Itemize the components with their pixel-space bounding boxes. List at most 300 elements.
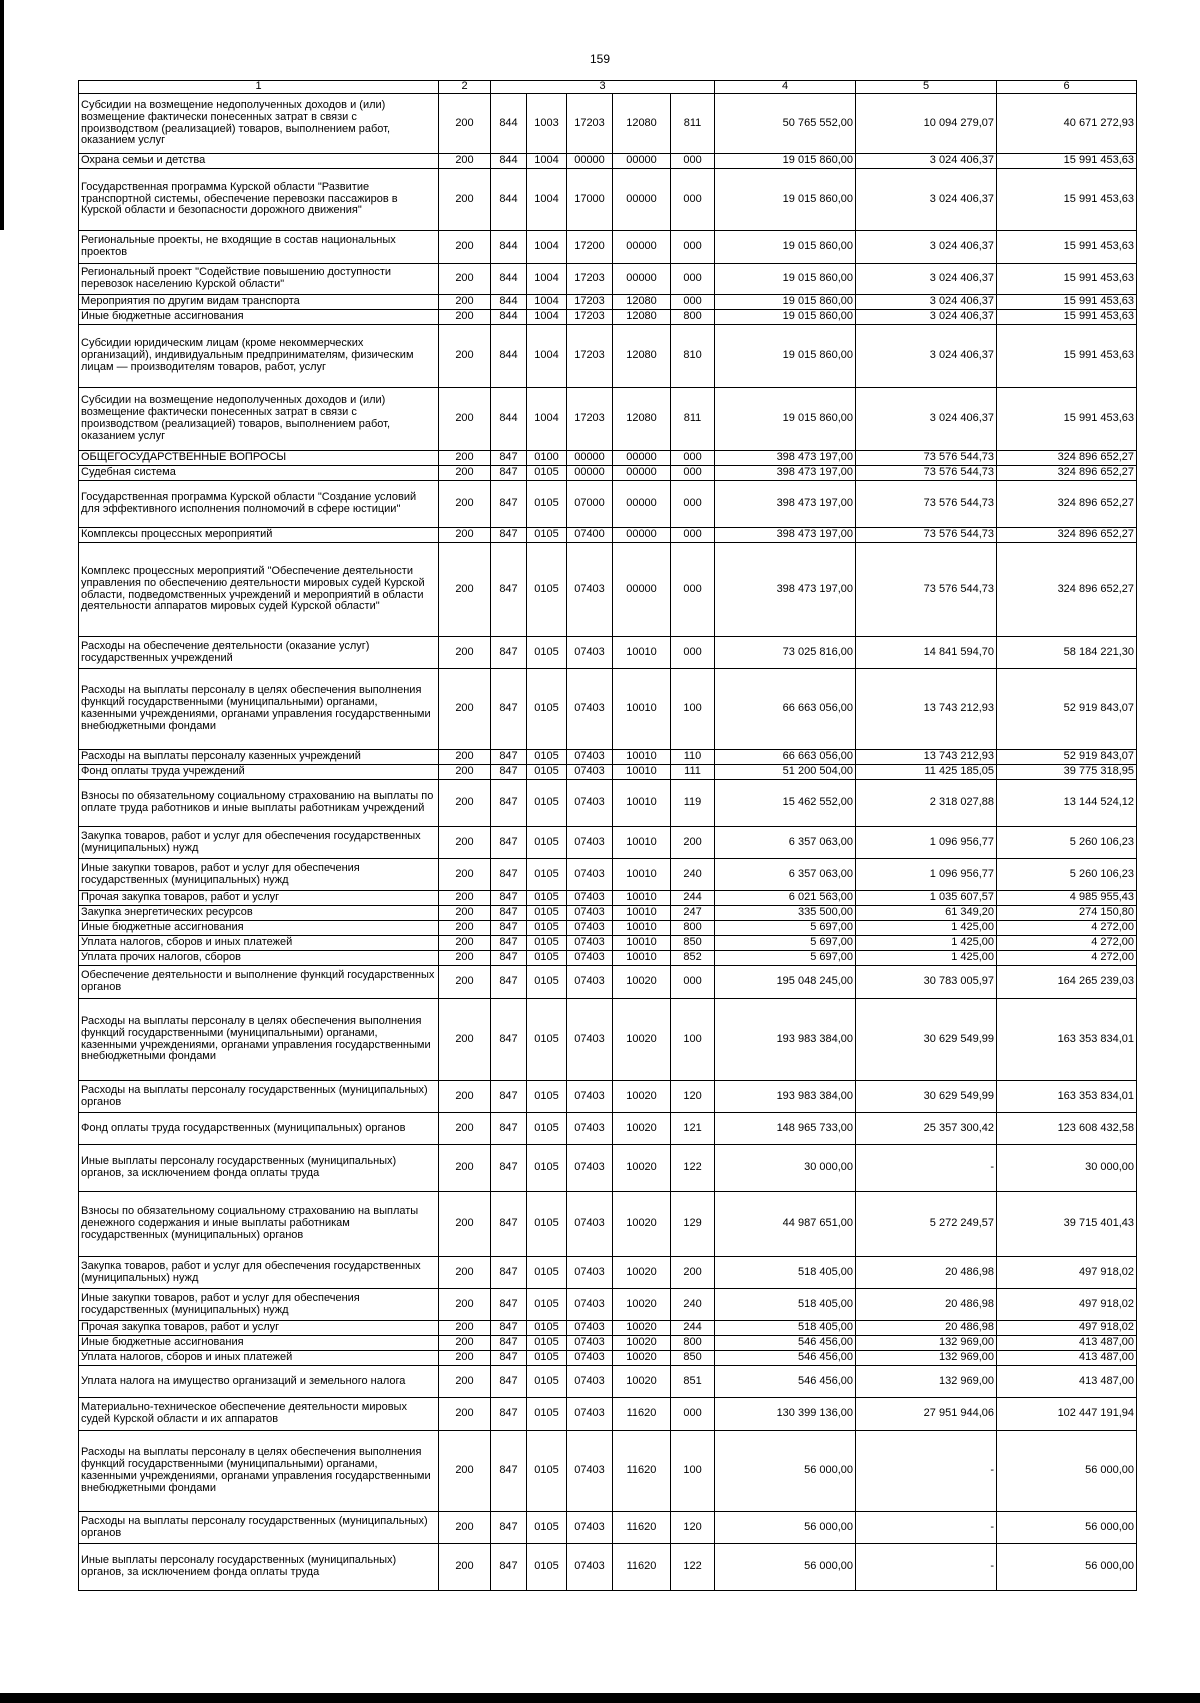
- code-ministry: 847: [491, 466, 527, 481]
- code-line: 200: [439, 1336, 491, 1351]
- table-row: [79, 951, 1137, 966]
- code-direction: 10010: [613, 750, 671, 765]
- code-ministry: 847: [491, 827, 527, 859]
- table-row: [79, 169, 1137, 231]
- code-line: 200: [439, 1081, 491, 1113]
- amount-executed: 3 024 406,37: [856, 295, 997, 310]
- amount-approved: 398 473 197,00: [715, 528, 856, 543]
- code-line: 200: [439, 310, 491, 325]
- row-name: Иные выплаты персоналу государственных (муниципальных) органов, за исключением фонда оплаты труда: [79, 1145, 439, 1192]
- amount-executed: 13 743 212,93: [856, 750, 997, 765]
- code-program: 17203: [567, 310, 613, 325]
- code-section: 1004: [527, 169, 567, 231]
- code-expense-type: 851: [671, 1366, 715, 1398]
- amount-remaining: 15 991 453,63: [997, 264, 1137, 295]
- table-row: [79, 827, 1137, 859]
- code-program: 07403: [567, 1257, 613, 1289]
- column-numbers-row: [79, 81, 1137, 94]
- row-name: Расходы на выплаты персоналу государственных (муниципальных) органов: [79, 1512, 439, 1544]
- amount-executed: 3 024 406,37: [856, 310, 997, 325]
- code-section: 0105: [527, 466, 567, 481]
- code-direction: 10010: [613, 951, 671, 966]
- table-row: [79, 1192, 1137, 1257]
- table-row: [79, 325, 1137, 388]
- code-section: 0105: [527, 1257, 567, 1289]
- row-name: Расходы на обеспечение деятельности (оказание услуг) государственных учреждений: [79, 637, 439, 669]
- amount-remaining: 324 896 652,27: [997, 528, 1137, 543]
- code-program: 07403: [567, 780, 613, 827]
- code-line: 200: [439, 264, 491, 295]
- row-name: Субсидии на возмещение недополученных доходов и (или) возмещение фактически понесенных затрат в связи с производством (реализацией) товаров, выполнением работ, оказанием услуг: [79, 94, 439, 154]
- amount-remaining: 163 353 834,01: [997, 999, 1137, 1081]
- code-expense-type: 811: [671, 388, 715, 451]
- amount-remaining: 15 991 453,63: [997, 231, 1137, 264]
- amount-remaining: 30 000,00: [997, 1145, 1137, 1192]
- code-direction: 10020: [613, 1366, 671, 1398]
- code-ministry: 847: [491, 780, 527, 827]
- code-line: 200: [439, 637, 491, 669]
- code-section: 1004: [527, 231, 567, 264]
- code-ministry: 847: [491, 999, 527, 1081]
- amount-approved: 398 473 197,00: [715, 543, 856, 637]
- code-direction: 00000: [613, 481, 671, 528]
- table-row: [79, 936, 1137, 951]
- code-section: 1004: [527, 264, 567, 295]
- code-ministry: 844: [491, 94, 527, 154]
- code-direction: 10020: [613, 1081, 671, 1113]
- code-direction: 11620: [613, 1431, 671, 1512]
- table-row: [79, 859, 1137, 891]
- row-name: Иные выплаты персоналу государственных (муниципальных) органов, за исключением фонда оплаты труда: [79, 1544, 439, 1591]
- code-section: 0105: [527, 669, 567, 750]
- amount-approved: 5 697,00: [715, 936, 856, 951]
- amount-executed: 30 629 549,99: [856, 1081, 997, 1113]
- code-ministry: 847: [491, 1398, 527, 1431]
- amount-approved: 50 765 552,00: [715, 94, 856, 154]
- amount-executed: 13 743 212,93: [856, 669, 997, 750]
- amount-executed: 73 576 544,73: [856, 466, 997, 481]
- code-line: 200: [439, 1512, 491, 1544]
- amount-remaining: 58 184 221,30: [997, 637, 1137, 669]
- amount-approved: 30 000,00: [715, 1145, 856, 1192]
- code-program: 07403: [567, 765, 613, 780]
- table-row: [79, 451, 1137, 466]
- code-program: 17000: [567, 169, 613, 231]
- code-expense-type: 200: [671, 1257, 715, 1289]
- amount-executed: 3 024 406,37: [856, 264, 997, 295]
- row-name: Расходы на выплаты персоналу в целях обеспечения выполнения функций государственными (муниципальными) органами, казенными учреждениями, органами управления государственными внебюджетными фондами: [79, 1431, 439, 1512]
- code-section: 0105: [527, 1289, 567, 1321]
- code-section: 0105: [527, 637, 567, 669]
- code-line: 200: [439, 1366, 491, 1398]
- table-row: [79, 231, 1137, 264]
- amount-executed: -: [856, 1431, 997, 1512]
- code-section: 0105: [527, 1081, 567, 1113]
- code-ministry: 847: [491, 966, 527, 999]
- code-expense-type: 129: [671, 1192, 715, 1257]
- amount-approved: 398 473 197,00: [715, 466, 856, 481]
- amount-approved: 195 048 245,00: [715, 966, 856, 999]
- code-section: 0105: [527, 966, 567, 999]
- amount-executed: 20 486,98: [856, 1321, 997, 1336]
- amount-executed: 132 969,00: [856, 1336, 997, 1351]
- row-name: Расходы на выплаты персоналу государственных (муниципальных) органов: [79, 1081, 439, 1113]
- code-direction: 10010: [613, 780, 671, 827]
- code-ministry: 847: [491, 765, 527, 780]
- code-line: 200: [439, 1257, 491, 1289]
- column-number: 2: [439, 81, 491, 94]
- code-direction: 10010: [613, 827, 671, 859]
- amount-remaining: 497 918,02: [997, 1321, 1137, 1336]
- row-name: Закупка энергетических ресурсов: [79, 906, 439, 921]
- code-line: 200: [439, 1192, 491, 1257]
- code-ministry: 847: [491, 669, 527, 750]
- row-name: Иные закупки товаров, работ и услуг для обеспечения государственных (муниципальных) нужд: [79, 859, 439, 891]
- amount-remaining: 40 671 272,93: [997, 94, 1137, 154]
- code-line: 200: [439, 94, 491, 154]
- code-line: 200: [439, 669, 491, 750]
- amount-executed: 3 024 406,37: [856, 388, 997, 451]
- table-row: [79, 999, 1137, 1081]
- amount-approved: 19 015 860,00: [715, 169, 856, 231]
- code-direction: 10020: [613, 999, 671, 1081]
- code-line: 200: [439, 1113, 491, 1145]
- amount-approved: 56 000,00: [715, 1544, 856, 1591]
- amount-remaining: 4 272,00: [997, 921, 1137, 936]
- code-expense-type: 240: [671, 859, 715, 891]
- amount-remaining: 497 918,02: [997, 1289, 1137, 1321]
- code-program: 17203: [567, 388, 613, 451]
- table-row: [79, 1257, 1137, 1289]
- code-expense-type: 000: [671, 295, 715, 310]
- amount-approved: 19 015 860,00: [715, 310, 856, 325]
- table-row: [79, 94, 1137, 154]
- table-row: [79, 765, 1137, 780]
- row-name: Судебная система: [79, 466, 439, 481]
- row-name: Взносы по обязательному социальному страхованию на выплаты денежного содержания и иные выплаты работникам государственных (муниципальных) органов: [79, 1192, 439, 1257]
- table-row: [79, 750, 1137, 765]
- amount-remaining: 163 353 834,01: [997, 1081, 1137, 1113]
- row-name: Иные бюджетные ассигнования: [79, 921, 439, 936]
- amount-executed: 132 969,00: [856, 1366, 997, 1398]
- code-line: 200: [439, 325, 491, 388]
- code-ministry: 847: [491, 1366, 527, 1398]
- amount-approved: 193 983 384,00: [715, 999, 856, 1081]
- table-row: [79, 310, 1137, 325]
- amount-executed: 3 024 406,37: [856, 154, 997, 169]
- code-section: 0105: [527, 750, 567, 765]
- budget-table: [78, 80, 1137, 1591]
- amount-approved: 335 500,00: [715, 906, 856, 921]
- code-section: 0105: [527, 1431, 567, 1512]
- code-line: 200: [439, 951, 491, 966]
- code-expense-type: 000: [671, 264, 715, 295]
- code-ministry: 844: [491, 325, 527, 388]
- code-direction: 10010: [613, 906, 671, 921]
- row-name: Иные бюджетные ассигнования: [79, 310, 439, 325]
- row-name: Региональные проекты, не входящие в состав национальных проектов: [79, 231, 439, 264]
- code-program: 07403: [567, 1544, 613, 1591]
- code-program: 07403: [567, 921, 613, 936]
- code-section: 0105: [527, 1351, 567, 1366]
- code-expense-type: 100: [671, 669, 715, 750]
- amount-remaining: 5 260 106,23: [997, 859, 1137, 891]
- code-line: 200: [439, 859, 491, 891]
- code-direction: 10020: [613, 1321, 671, 1336]
- code-ministry: 847: [491, 1351, 527, 1366]
- amount-remaining: 324 896 652,27: [997, 481, 1137, 528]
- code-ministry: 847: [491, 936, 527, 951]
- amount-executed: 10 094 279,07: [856, 94, 997, 154]
- code-program: 07403: [567, 750, 613, 765]
- table-row: [79, 154, 1137, 169]
- code-line: 200: [439, 750, 491, 765]
- code-line: 200: [439, 231, 491, 264]
- amount-remaining: 274 150,80: [997, 906, 1137, 921]
- code-expense-type: 120: [671, 1081, 715, 1113]
- code-section: 0105: [527, 951, 567, 966]
- row-name: Региональный проект "Содействие повышению доступности перевозок населению Курской области": [79, 264, 439, 295]
- code-program: 07403: [567, 1512, 613, 1544]
- code-program: 07403: [567, 1145, 613, 1192]
- code-ministry: 844: [491, 295, 527, 310]
- row-name: Уплата налога на имущество организаций и земельного налога: [79, 1366, 439, 1398]
- amount-executed: 25 357 300,42: [856, 1113, 997, 1145]
- code-expense-type: 852: [671, 951, 715, 966]
- code-direction: 10010: [613, 669, 671, 750]
- code-program: 07403: [567, 936, 613, 951]
- amount-approved: 19 015 860,00: [715, 325, 856, 388]
- code-expense-type: 000: [671, 466, 715, 481]
- code-direction: 10020: [613, 1113, 671, 1145]
- code-direction: 00000: [613, 154, 671, 169]
- amount-remaining: 324 896 652,27: [997, 451, 1137, 466]
- amount-executed: 30 629 549,99: [856, 999, 997, 1081]
- code-ministry: 847: [491, 859, 527, 891]
- code-direction: 10020: [613, 1145, 671, 1192]
- code-ministry: 844: [491, 154, 527, 169]
- amount-approved: 398 473 197,00: [715, 481, 856, 528]
- code-expense-type: 800: [671, 310, 715, 325]
- code-direction: 00000: [613, 169, 671, 231]
- amount-approved: 518 405,00: [715, 1321, 856, 1336]
- code-direction: 00000: [613, 451, 671, 466]
- code-expense-type: 200: [671, 827, 715, 859]
- code-program: 07403: [567, 891, 613, 906]
- table-row: [79, 543, 1137, 637]
- amount-executed: 61 349,20: [856, 906, 997, 921]
- code-expense-type: 244: [671, 891, 715, 906]
- code-program: 00000: [567, 154, 613, 169]
- amount-remaining: 497 918,02: [997, 1257, 1137, 1289]
- code-expense-type: 110: [671, 750, 715, 765]
- amount-approved: 6 357 063,00: [715, 859, 856, 891]
- code-program: 17203: [567, 325, 613, 388]
- code-ministry: 847: [491, 1544, 527, 1591]
- code-ministry: 847: [491, 528, 527, 543]
- code-line: 200: [439, 966, 491, 999]
- row-name: Закупка товаров, работ и услуг для обеспечения государственных (муниципальных) нужд: [79, 1257, 439, 1289]
- code-direction: 10010: [613, 891, 671, 906]
- amount-executed: 1 425,00: [856, 921, 997, 936]
- code-ministry: 847: [491, 543, 527, 637]
- code-section: 0105: [527, 1113, 567, 1145]
- code-direction: 00000: [613, 528, 671, 543]
- code-section: 0105: [527, 1192, 567, 1257]
- row-name: Комплекс процессных мероприятий "Обеспечение деятельности управления по обеспечению деятельности мировых судей Курской области, подведомственных учреждений и мероприятий в области деятельности аппаратов мировых судей Курской области": [79, 543, 439, 637]
- code-expense-type: 122: [671, 1145, 715, 1192]
- amount-remaining: 15 991 453,63: [997, 388, 1137, 451]
- table-row: [79, 669, 1137, 750]
- code-line: 200: [439, 780, 491, 827]
- amount-executed: 1 425,00: [856, 951, 997, 966]
- table-row: [79, 264, 1137, 295]
- code-expense-type: 000: [671, 1398, 715, 1431]
- amount-approved: 148 965 733,00: [715, 1113, 856, 1145]
- row-name: Материально-техническое обеспечение деятельности мировых судей Курской области и их аппаратов: [79, 1398, 439, 1431]
- amount-approved: 51 200 504,00: [715, 765, 856, 780]
- code-program: 07400: [567, 528, 613, 543]
- amount-executed: 73 576 544,73: [856, 451, 997, 466]
- code-section: 0105: [527, 1366, 567, 1398]
- amount-remaining: 15 991 453,63: [997, 154, 1137, 169]
- code-section: 0105: [527, 936, 567, 951]
- code-program: 07403: [567, 1192, 613, 1257]
- code-expense-type: 000: [671, 231, 715, 264]
- row-name: Прочая закупка товаров, работ и услуг: [79, 891, 439, 906]
- amount-approved: 44 987 651,00: [715, 1192, 856, 1257]
- code-expense-type: 240: [671, 1289, 715, 1321]
- amount-executed: 5 272 249,57: [856, 1192, 997, 1257]
- code-line: 200: [439, 1398, 491, 1431]
- code-program: 07403: [567, 1113, 613, 1145]
- amount-approved: 19 015 860,00: [715, 388, 856, 451]
- amount-remaining: 56 000,00: [997, 1512, 1137, 1544]
- amount-approved: 19 015 860,00: [715, 295, 856, 310]
- amount-remaining: 324 896 652,27: [997, 543, 1137, 637]
- amount-executed: 1 096 956,77: [856, 859, 997, 891]
- amount-approved: 5 697,00: [715, 921, 856, 936]
- amount-remaining: 52 919 843,07: [997, 750, 1137, 765]
- column-number: 6: [997, 81, 1137, 94]
- code-direction: 10010: [613, 936, 671, 951]
- table-row: [79, 1398, 1137, 1431]
- row-name: Субсидии на возмещение недополученных доходов и (или) возмещение фактически понесенных затрат в связи с производством (реализацией) товаров, выполнением работ, оказанием услуг: [79, 388, 439, 451]
- code-direction: 00000: [613, 543, 671, 637]
- code-program: 07403: [567, 906, 613, 921]
- code-program: 07403: [567, 1289, 613, 1321]
- amount-approved: 56 000,00: [715, 1512, 856, 1544]
- column-number: 1: [79, 81, 439, 94]
- code-section: 0105: [527, 780, 567, 827]
- row-name: Фонд оплаты труда государственных (муниципальных) органов: [79, 1113, 439, 1145]
- table-row: [79, 637, 1137, 669]
- table-row: [79, 1351, 1137, 1366]
- table-row: [79, 1366, 1137, 1398]
- code-direction: 12080: [613, 295, 671, 310]
- code-direction: 10020: [613, 966, 671, 999]
- table-row: [79, 1321, 1137, 1336]
- code-line: 200: [439, 1544, 491, 1591]
- code-ministry: 844: [491, 310, 527, 325]
- table-row: [79, 1544, 1137, 1591]
- table-row: [79, 1512, 1137, 1544]
- code-expense-type: 119: [671, 780, 715, 827]
- amount-executed: 20 486,98: [856, 1257, 997, 1289]
- code-expense-type: 100: [671, 999, 715, 1081]
- code-program: 07000: [567, 481, 613, 528]
- code-line: 200: [439, 154, 491, 169]
- row-name: ОБЩЕГОСУДАРСТВЕННЫЕ ВОПРОСЫ: [79, 451, 439, 466]
- amount-remaining: 13 144 524,12: [997, 780, 1137, 827]
- code-ministry: 847: [491, 1081, 527, 1113]
- code-expense-type: 000: [671, 637, 715, 669]
- code-program: 07403: [567, 543, 613, 637]
- amount-remaining: 4 272,00: [997, 936, 1137, 951]
- row-name: Мероприятия по другим видам транспорта: [79, 295, 439, 310]
- code-section: 0105: [527, 1336, 567, 1351]
- table-row: [79, 295, 1137, 310]
- table-row: [79, 1145, 1137, 1192]
- amount-remaining: 5 260 106,23: [997, 827, 1137, 859]
- amount-executed: 11 425 185,05: [856, 765, 997, 780]
- code-section: 1004: [527, 295, 567, 310]
- code-ministry: 844: [491, 231, 527, 264]
- code-program: 07403: [567, 669, 613, 750]
- amount-remaining: 56 000,00: [997, 1544, 1137, 1591]
- code-ministry: 847: [491, 921, 527, 936]
- amount-approved: 5 697,00: [715, 951, 856, 966]
- amount-approved: 6 357 063,00: [715, 827, 856, 859]
- column-number: 4: [715, 81, 856, 94]
- row-name: Уплата налогов, сборов и иных платежей: [79, 1351, 439, 1366]
- code-line: 200: [439, 999, 491, 1081]
- code-ministry: 847: [491, 1321, 527, 1336]
- code-line: 200: [439, 1351, 491, 1366]
- code-program: 07403: [567, 1336, 613, 1351]
- code-ministry: 847: [491, 1431, 527, 1512]
- code-line: 200: [439, 1321, 491, 1336]
- code-line: 200: [439, 891, 491, 906]
- code-ministry: 847: [491, 451, 527, 466]
- amount-remaining: 413 487,00: [997, 1351, 1137, 1366]
- code-line: 200: [439, 169, 491, 231]
- code-line: 200: [439, 921, 491, 936]
- amount-approved: 19 015 860,00: [715, 264, 856, 295]
- code-section: 0105: [527, 999, 567, 1081]
- row-name: Обеспечение деятельности и выполнение функций государственных органов: [79, 966, 439, 999]
- code-ministry: 847: [491, 1336, 527, 1351]
- table-row: [79, 1113, 1137, 1145]
- amount-approved: 66 663 056,00: [715, 750, 856, 765]
- amount-approved: 546 456,00: [715, 1366, 856, 1398]
- amount-approved: 66 663 056,00: [715, 669, 856, 750]
- table-row: [79, 906, 1137, 921]
- code-line: 200: [439, 1145, 491, 1192]
- code-section: 0105: [527, 543, 567, 637]
- code-direction: 10020: [613, 1192, 671, 1257]
- code-expense-type: 122: [671, 1544, 715, 1591]
- code-direction: 12080: [613, 325, 671, 388]
- amount-remaining: 56 000,00: [997, 1431, 1137, 1512]
- code-direction: 10020: [613, 1257, 671, 1289]
- code-ministry: 847: [491, 1512, 527, 1544]
- amount-remaining: 164 265 239,03: [997, 966, 1137, 999]
- code-program: 07403: [567, 637, 613, 669]
- code-ministry: 847: [491, 1257, 527, 1289]
- code-ministry: 844: [491, 264, 527, 295]
- code-expense-type: 111: [671, 765, 715, 780]
